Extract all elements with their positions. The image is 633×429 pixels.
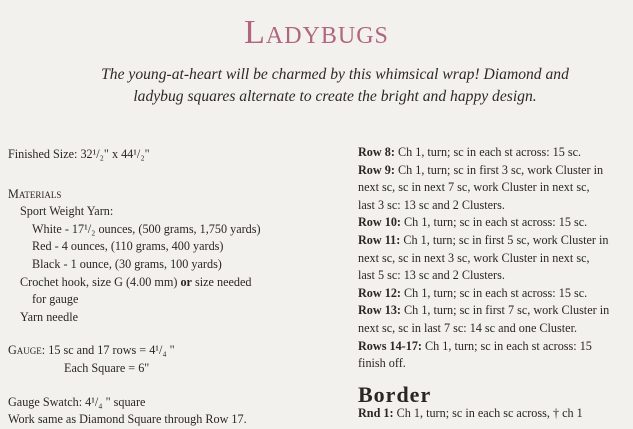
instructions-column: [358, 144, 633, 373]
finished-size-value: 32¹/₂" x 44¹/₂": [80, 147, 150, 161]
materials-line: Red - 4 ounces, (110 grams, 400 yards): [32, 239, 224, 254]
row-line: Rows 14-17: Ch 1, turn; sc in each st across: 15: [358, 338, 592, 353]
row-line: Row 10: Ch 1, turn; sc in each st across: 15 sc.: [358, 215, 588, 230]
hook-text: Crochet hook, size G (4.00 mm): [20, 274, 178, 289]
row-line: next sc, sc in last 7 sc: 14 sc and one Cluster.: [358, 320, 577, 335]
rnd-text: Ch 1, turn; sc in each sc across, † ch 1: [396, 406, 583, 420]
hook-text-2: size needed: [195, 274, 252, 289]
row-line: last 5 sc: 13 sc and 2 Clusters.: [358, 268, 505, 283]
left-column: [8, 146, 348, 429]
materials-line: White - 17¹/₂ ounces, (500 grams, 1,750 yards): [32, 221, 261, 236]
intro-line: ladybug squares alternate to create the bright and happy design.: [133, 88, 537, 105]
border-heading: Border: [358, 382, 432, 407]
row-line: Row 9: Ch 1, turn; sc in first 3 sc, work Cluster in: [358, 162, 604, 177]
materials-needle: Yarn needle: [20, 309, 78, 324]
materials-hook-cont: for gauge: [32, 292, 79, 307]
hook-or: or: [180, 274, 192, 289]
row-line: Row 13: Ch 1, turn; sc in first 7 sc, work Cluster in: [358, 303, 610, 318]
gauge-label: Gauge:: [8, 343, 46, 358]
gauge: [8, 342, 348, 360]
row-line: Row 11: Ch 1, turn; sc in first 5 sc, work Cluster in: [358, 232, 609, 247]
swatch-note: Work same as Diamond Square through Row 17.: [8, 412, 247, 427]
row-line: next sc, sc in next 7 sc, work Cluster in next sc,: [358, 180, 590, 195]
row-line: Row 12: Ch 1, turn; sc in each st across: 15 sc.: [358, 285, 588, 300]
materials-line: Sport Weight Yarn:: [20, 204, 114, 219]
row-line: Row 8: Ch 1, turn; sc in each st across: 15 sc.: [358, 145, 582, 159]
gauge-square: Each Square = 6": [64, 360, 150, 375]
intro-line: The young-at-heart will be charmed by this whimsical wrap! Diamond and: [101, 66, 569, 83]
materials-hook: [8, 274, 348, 292]
row-line: last 3 sc: 13 sc and 2 Clusters.: [358, 197, 505, 212]
materials-heading: Materials: [8, 186, 62, 201]
rnd-label: Rnd 1:: [358, 406, 394, 420]
page-title: Ladybugs: [244, 14, 389, 51]
intro-paragraph: [40, 64, 630, 108]
swatch-value: 4¹/₄ " square: [85, 394, 146, 409]
row-line: finish off.: [358, 356, 406, 371]
swatch-label: Gauge Swatch:: [8, 394, 83, 409]
row-line: next sc, sc in next 3 sc, work Cluster in next sc,: [358, 250, 590, 265]
gauge-swatch: [8, 394, 348, 412]
gauge-value: 15 sc and 17 rows = 4¹/₄ ": [48, 343, 175, 358]
finished-size: [8, 146, 348, 164]
finished-size-label: Finished Size:: [8, 147, 78, 161]
materials-line: Black - 1 ounce, (30 grams, 100 yards): [32, 256, 222, 271]
